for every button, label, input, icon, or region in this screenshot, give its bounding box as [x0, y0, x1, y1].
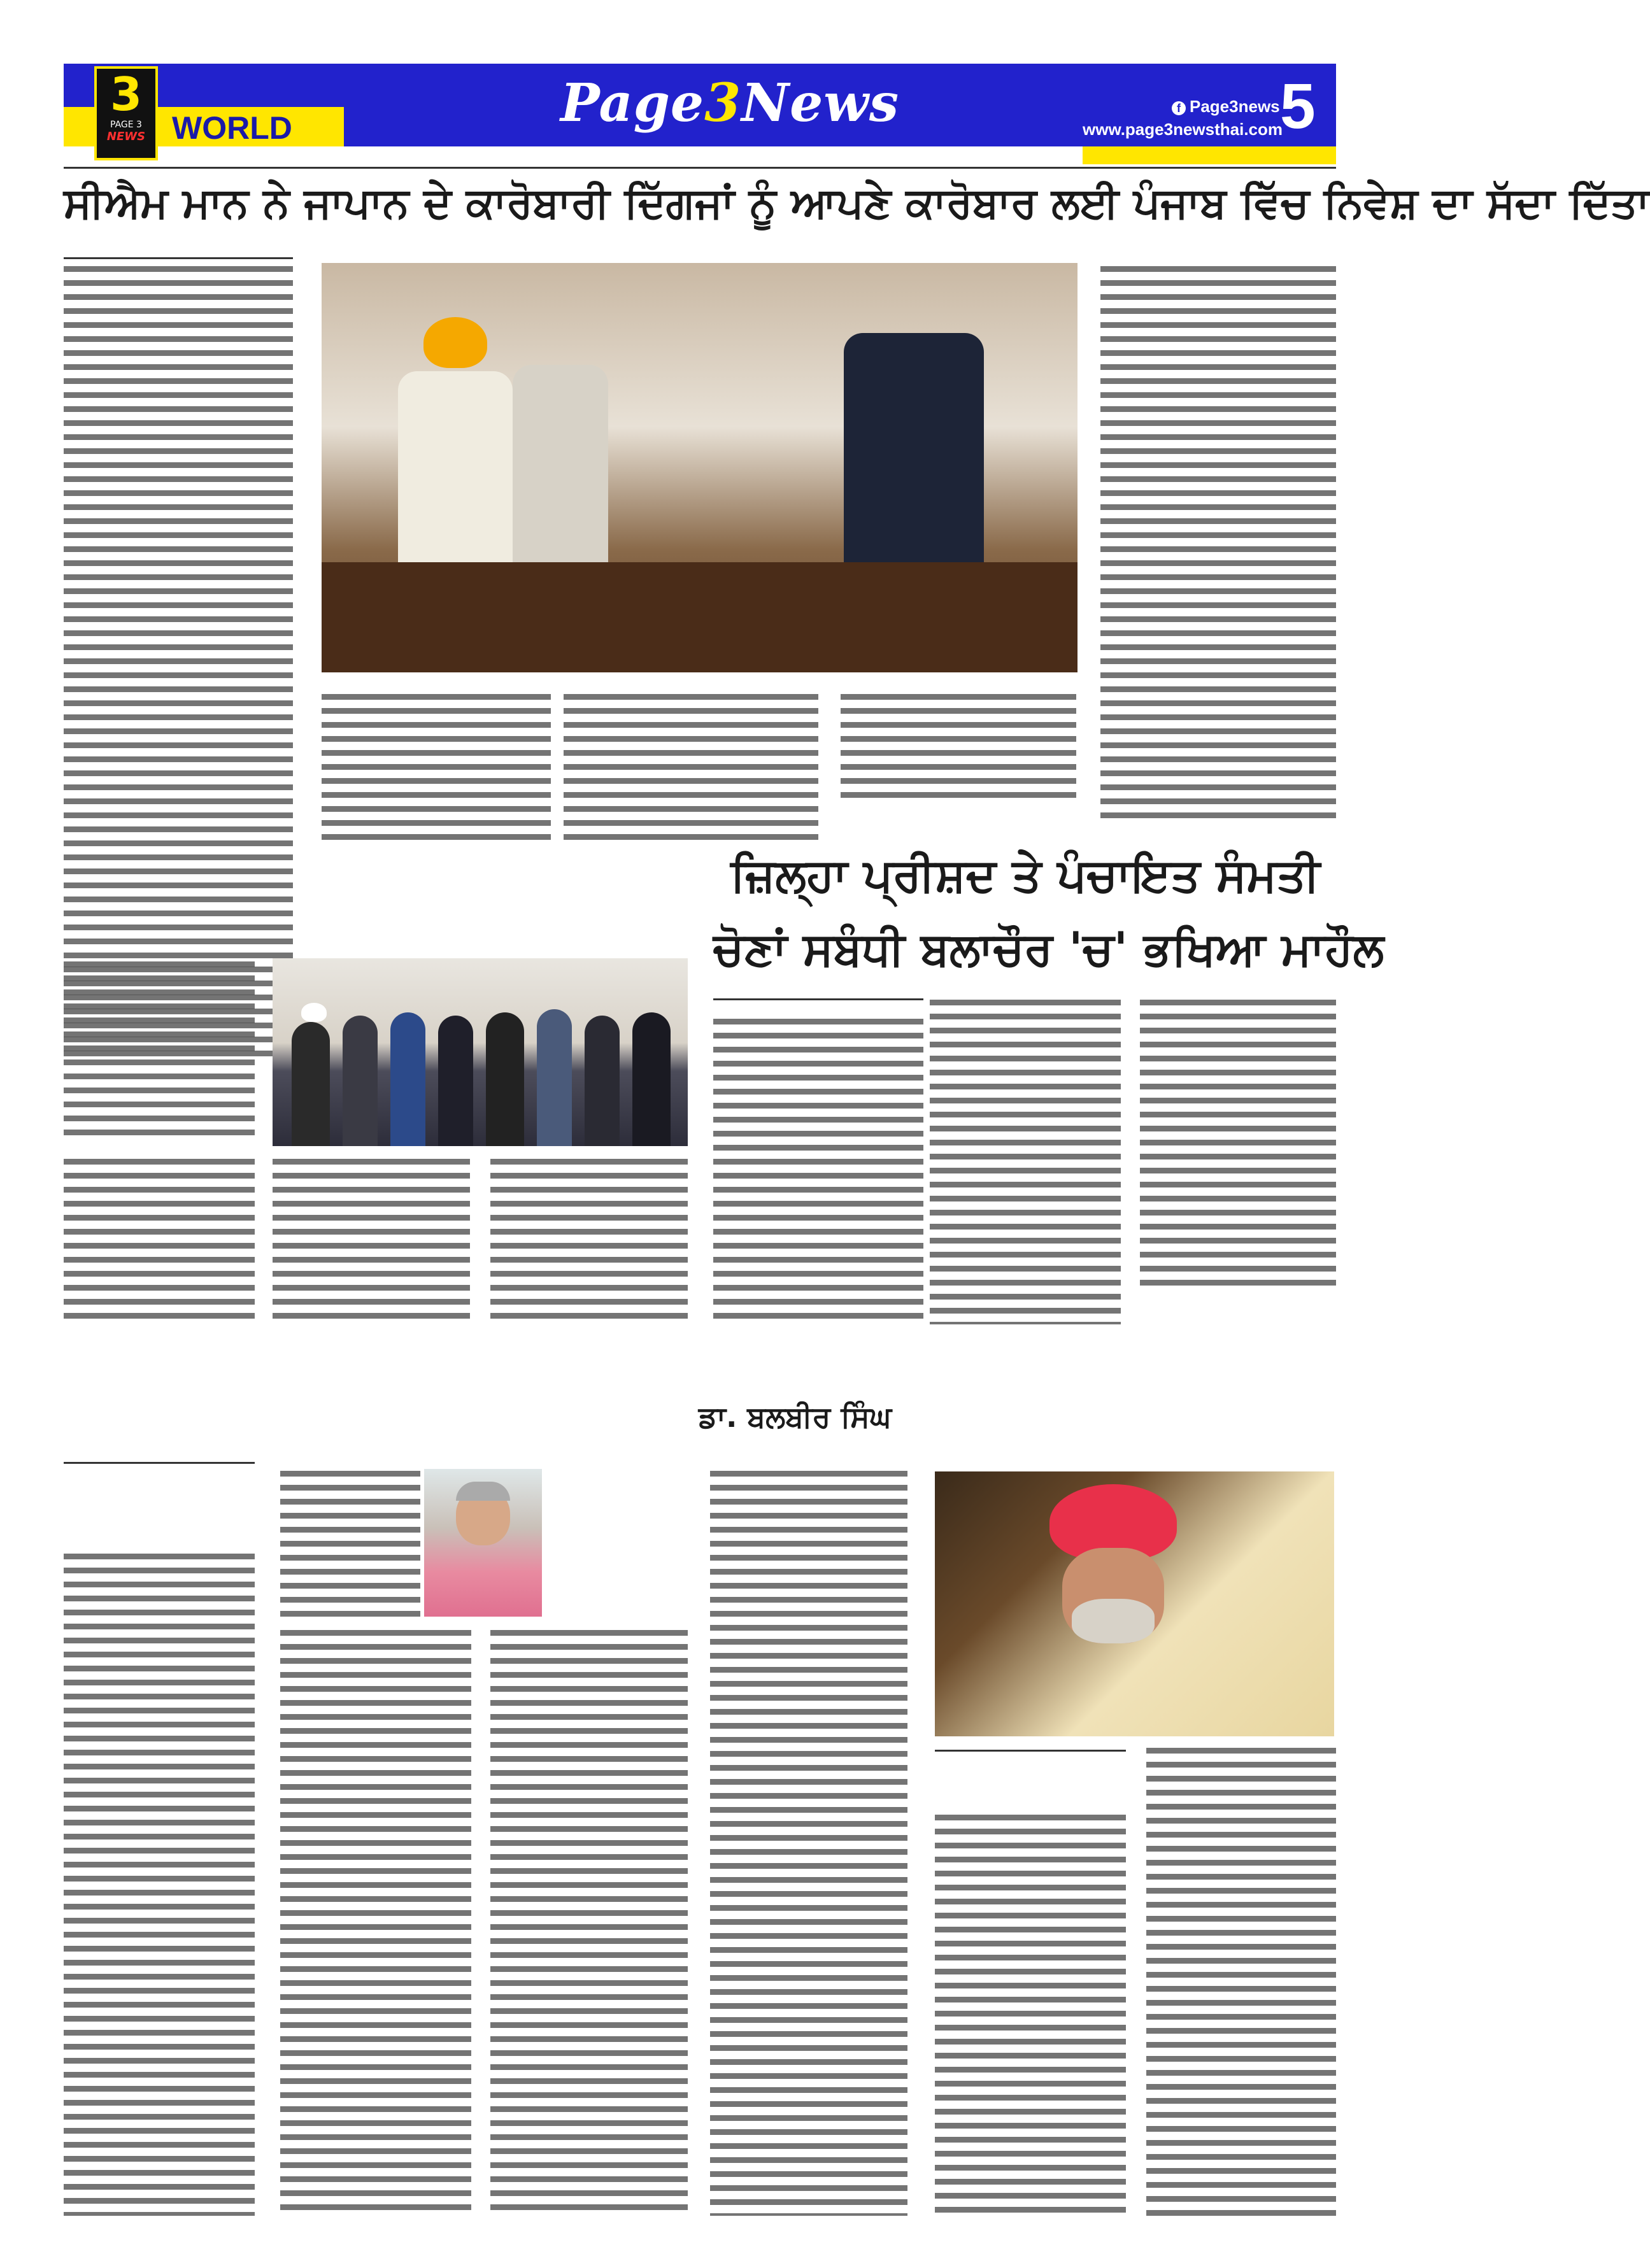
photo-cm-meeting — [322, 263, 1077, 672]
logo-line: PAGE 3 — [110, 120, 142, 130]
article-1-col-4 — [841, 694, 1076, 805]
doctor-col-4 — [710, 1471, 907, 2216]
article-5-col-2 — [1146, 1748, 1336, 2216]
brand-three: 3 — [704, 73, 742, 134]
panchayat-col-1 — [713, 1019, 923, 1324]
date-bar — [1083, 146, 1336, 164]
page-number: 5 — [1280, 71, 1316, 142]
panchayat-col-3 — [1140, 1000, 1336, 1293]
brand-right: News — [741, 73, 900, 134]
doctor-col-2 — [280, 1630, 471, 2216]
facebook-icon: f — [1172, 101, 1186, 115]
article-1-col-2 — [322, 694, 551, 840]
panchayat-byline-rule — [713, 998, 923, 1000]
panchayat-headline-line-1: ਜ਼ਿਲ੍ਹਾ ਪ੍ਰੀਸ਼ਦ ਤੇ ਪੰਚਾਇਤ ਸੰਮਤੀ — [730, 848, 1320, 902]
doctor-col-1 — [64, 1554, 255, 2216]
article-1-col-3 — [564, 694, 818, 840]
byline-rule — [64, 257, 293, 259]
article-2-col-3 — [490, 1159, 688, 1324]
article-2-intro — [64, 961, 255, 1140]
speaker-byline-rule — [935, 1750, 1126, 1752]
brand-title — [560, 73, 900, 134]
photo-doctor — [424, 1469, 542, 1617]
brand-left: Page — [560, 73, 705, 134]
social-handle-text: Page3news — [1190, 97, 1280, 116]
article-1-col-1 — [64, 266, 293, 1062]
logo-news: NEWS — [106, 130, 146, 143]
doctor-byline-rule — [64, 1462, 255, 1464]
doctor-col-3 — [490, 1630, 688, 2216]
doctor-name: ਡਾ. ਬਲਬੀਰ ਸਿੰਘ — [698, 1400, 892, 1434]
section-label: WORLD — [172, 110, 292, 146]
logo-number: 3 — [110, 67, 143, 121]
headline-rule — [64, 167, 1336, 169]
article-1-col-5 — [1100, 266, 1336, 823]
photo-speaker — [935, 1471, 1334, 1736]
photo-group — [273, 958, 688, 1146]
article-2-col-1 — [64, 1159, 255, 1324]
article-2-col-2 — [273, 1159, 470, 1324]
logo — [94, 66, 158, 160]
social-handle[interactable] — [1172, 97, 1280, 117]
article-5-col-1 — [935, 1815, 1126, 2216]
main-headline: ਸੀਐਮ ਮਾਨ ਨੇ ਜਾਪਾਨ ਦੇ ਕਾਰੋਬਾਰੀ ਦਿੱਗਜਾਂ ਨੂੰ ਆਪਣੇ ਕਾਰੋਬਾਰ ਲਈ ਪੰਜਾਬ ਵਿੱਚ ਨਿਵੇਸ਼ ਦਾ ਸੱਦਾ ਦਿੱਤਾ — [64, 178, 1650, 227]
website-link[interactable]: www.page3newsthai.com — [1083, 120, 1283, 139]
doctor-col-2-top — [280, 1471, 420, 1617]
panchayat-headline-line-2: ਚੋਣਾਂ ਸਬੰਧੀ ਬਲਾਚੌਰ 'ਚ' ਭਖਿਆ ਮਾਹੌਲ — [713, 922, 1384, 975]
panchayat-col-2 — [930, 1000, 1121, 1324]
